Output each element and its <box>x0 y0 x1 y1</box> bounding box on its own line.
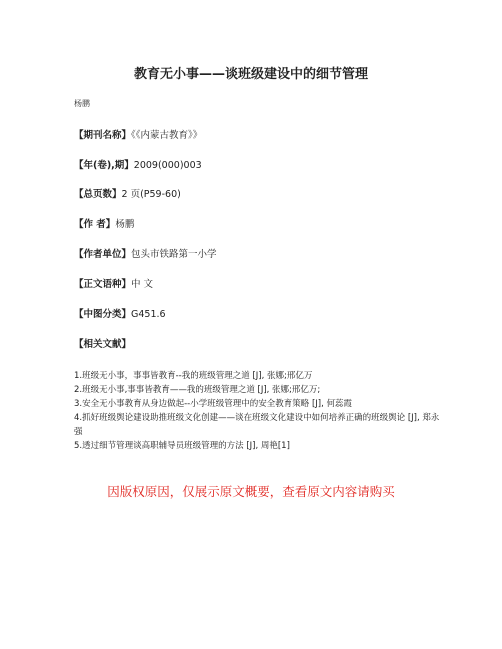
field-classification <box>74 306 166 320</box>
field-author-affiliation <box>74 246 217 260</box>
field-value: 2 页(P59-60) <box>121 189 181 200</box>
reference-item: 4.抓好班级舆论建设助推班级文化创建——谈在班级文化建设中如何培养正确的班级舆论 [J], 郑永强 <box>74 413 440 437</box>
copyright-notice: 因版权原因，仅展示原文概要，查看原文内容请购买 <box>107 484 395 499</box>
field-value: 中 文 <box>131 279 154 290</box>
field-label: 【总页数】 <box>74 189 122 200</box>
reference-item: 5.透过细节管理谈高职辅导员班级管理的方法 [J], 周艳[1] <box>74 441 290 451</box>
field-value: 杨鹏 <box>115 219 135 230</box>
field-label: 【正文语种】 <box>74 279 132 290</box>
field-page-count <box>74 186 181 200</box>
reference-item: 1.班级无小事，事事皆教育--我的班级管理之道 [J], 张娜;邢亿万 <box>74 371 313 381</box>
reference-item: 3.安全无小事教育从身边做起--小学班级管理中的安全教育策略 [J], 何蕊霞 <box>74 399 352 409</box>
field-label: 【作者单位】 <box>74 249 132 260</box>
field-value: 2009(000)003 <box>133 160 202 171</box>
field-year-volume-issue <box>74 157 202 171</box>
field-related-literature <box>74 336 131 350</box>
field-label: 【年(卷),期】 <box>74 160 134 171</box>
field-label: 【相关文献】 <box>74 339 132 350</box>
field-label: 【作 者】 <box>74 219 116 230</box>
reference-list <box>74 369 440 453</box>
document-title: 教育无小事——谈班级建设中的细节管理 <box>133 67 368 82</box>
author-line: 杨鹏 <box>74 99 90 108</box>
field-author <box>74 216 134 230</box>
field-value: 《《内蒙古教育》》 <box>131 130 203 141</box>
field-label: 【中图分类】 <box>74 309 132 320</box>
field-value: G451.6 <box>131 309 166 320</box>
field-language <box>74 276 153 290</box>
field-journal-name <box>74 127 202 141</box>
reference-item: 2.班级无小事,事事皆教育——我的班级管理之道 [J], 张娜;邢亿万; <box>74 385 321 395</box>
field-value: 包头市铁路第一小学 <box>131 249 217 260</box>
field-label: 【期刊名称】 <box>74 130 132 141</box>
